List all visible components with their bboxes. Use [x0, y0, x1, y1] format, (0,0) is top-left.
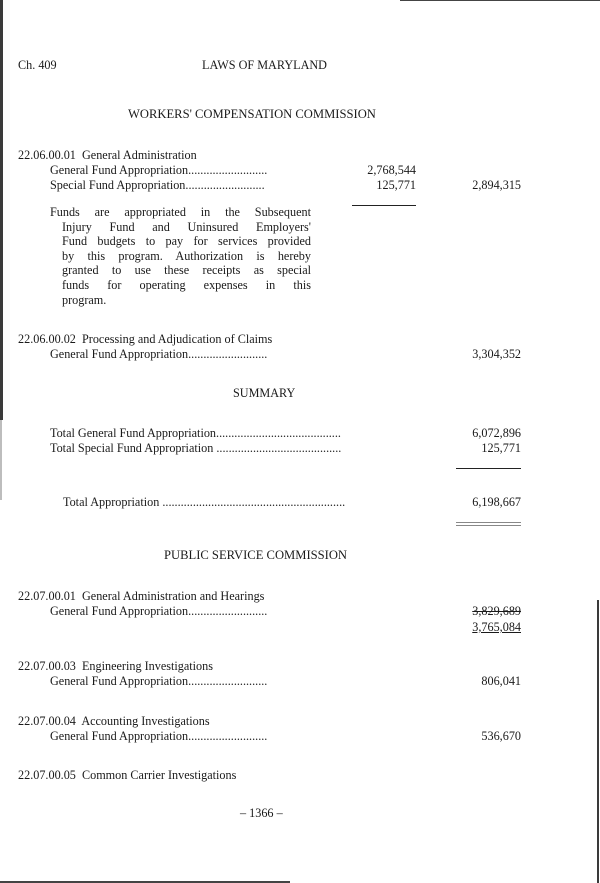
- program-code: 22.07.00.01: [18, 589, 76, 603]
- scan-edge-left-light: [0, 420, 2, 500]
- summary-special-label: Total Special Fund Appropriation .........................................: [50, 441, 342, 455]
- program-title: Processing and Adjudication of Claims: [81, 332, 273, 346]
- program-heading-22-07-00-05: [18, 768, 236, 783]
- program-code: 22.07.00.03: [18, 659, 76, 673]
- program-total-amount: 536,670: [481, 729, 521, 743]
- section-heading-workers-compensation: WORKERS' COMPENSATION COMMISSION: [128, 107, 376, 121]
- summary-special-amount: 125,771: [481, 441, 521, 455]
- dot-leader: ............................................................: [162, 495, 346, 509]
- appropriation-line-label: General Fund Appropriation..........................: [50, 163, 268, 177]
- summary-total-amount: 6,198,667: [472, 495, 521, 509]
- double-rule-top: [456, 522, 521, 523]
- scan-edge-left: [0, 0, 3, 420]
- double-rule-bottom: [456, 525, 521, 526]
- program-total-amount: 806,041: [481, 674, 521, 688]
- dot-leader: ..........................: [185, 178, 265, 192]
- running-title: LAWS OF MARYLAND: [202, 58, 327, 72]
- program-heading-22-07-00-04: [18, 714, 210, 729]
- program-title: Common Carrier Investigations: [81, 768, 237, 782]
- page-number: – 1366 –: [240, 806, 283, 820]
- subtotal-rule: [352, 205, 416, 206]
- section-heading-public-service: PUBLIC SERVICE COMMISSION: [164, 548, 348, 562]
- appropriation-line-label: Special Fund Appropriation..........................: [50, 178, 265, 192]
- appropriation-line-label: General Fund Appropriation..........................: [50, 347, 268, 361]
- dot-leader: .........................................: [216, 426, 341, 440]
- dot-leader: ..........................: [188, 604, 268, 618]
- program-title: Accounting Investigations: [81, 714, 210, 728]
- program-code: 22.06.00.01: [18, 148, 76, 162]
- appropriation-line-label: General Fund Appropriation..........................: [50, 604, 268, 618]
- program-heading-22-07-00-01: [18, 589, 264, 604]
- program-total-amount: 3,304,352: [472, 347, 521, 361]
- dot-leader: ..........................: [188, 729, 268, 743]
- appropriation-line-label: General Fund Appropriation..........................: [50, 729, 268, 743]
- program-code: 22.07.00.04: [18, 714, 76, 728]
- dot-leader: ..........................: [188, 674, 268, 688]
- summary-subtotal-rule: [456, 468, 521, 469]
- dot-leader: ..........................: [188, 347, 268, 361]
- program-title: Engineering Investigations: [81, 659, 213, 673]
- summary-general-label: Total General Fund Appropriation.........................................: [50, 426, 341, 440]
- program-heading-22-06-00-02: [18, 332, 272, 347]
- scan-edge-top: [400, 0, 600, 1]
- program-note-paragraph: Funds are appropriated in the Subsequent Injury Fund and Uninsured Employers' Fund budgets to pay for services provided by this program. Authorization is hereby granted to use these receipts as special funds for operating expenses in this program.: [50, 205, 311, 307]
- scan-edge-right: [597, 600, 599, 883]
- program-total-amount: 2,894,315: [472, 178, 521, 192]
- dot-leader: ..........................: [188, 163, 268, 177]
- appropriation-line-label: General Fund Appropriation..........................: [50, 674, 268, 688]
- special-fund-amount: 125,771: [376, 178, 416, 192]
- amended-amount: 3,765,084: [472, 620, 521, 634]
- dot-leader: .........................................: [216, 441, 342, 455]
- program-code: 22.06.00.02: [18, 332, 76, 346]
- chapter-number: Ch. 409: [18, 58, 57, 72]
- program-heading-22-07-00-03: [18, 659, 213, 674]
- summary-total-label: Total Appropriation ............................................................: [63, 495, 346, 509]
- summary-heading: SUMMARY: [233, 386, 296, 400]
- program-title: General Administration and Hearings: [81, 589, 265, 603]
- general-fund-amount: 2,768,544: [367, 163, 416, 177]
- program-heading-22-06-00-01: [18, 148, 197, 163]
- program-code: 22.07.00.05: [18, 768, 76, 782]
- program-title: General Administration: [81, 148, 197, 162]
- struck-amount: 3,829,689: [472, 604, 521, 618]
- summary-general-amount: 6,072,896: [472, 426, 521, 440]
